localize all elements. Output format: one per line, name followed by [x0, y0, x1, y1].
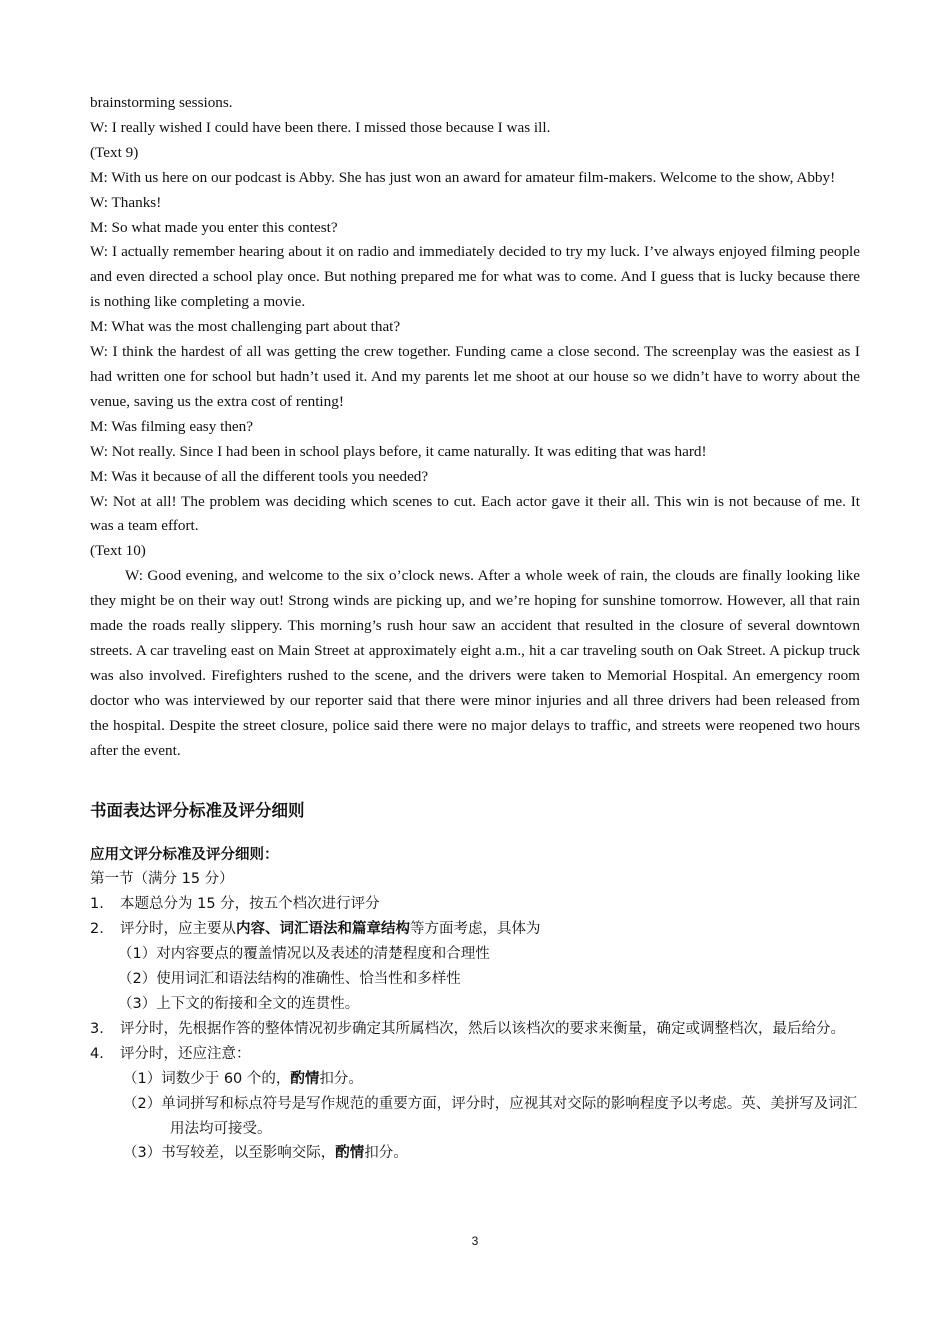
rubric-section: 第一节（满分 15 分） [90, 871, 234, 888]
text-label: (Text 10) [90, 542, 146, 560]
subitem-bold-text: 酌情 [290, 1070, 320, 1087]
subitem-text: 扣分。 [319, 1070, 363, 1087]
rubric-subitem [90, 1067, 860, 1092]
rubric-item-2 [90, 917, 860, 942]
item-text: 评分时，还应注意： [120, 1045, 251, 1062]
rubric-subitem: （2）单词拼写和标点符号是写作规范的重要方面，评分时，应视其对交际的影响程度予以考虑。英、美拼写及词汇用法均可接受。 [123, 1095, 858, 1137]
rubric-subitem: （3）上下文的衔接和全文的连贯性。 [118, 996, 360, 1012]
rubric-heading: 书面表达评分标准及评分细则 [90, 801, 305, 821]
rubric-subitem [90, 1141, 860, 1166]
subitem-text: （1）词数少于 60 个的， [123, 1070, 291, 1087]
rubric-subitem: （2）使用词汇和语法结构的准确性、恰当性和多样性 [118, 971, 461, 988]
dialogue-line: W: I actually remember hearing about it on radio and immediately decided to try my luck. I’ve always enjoyed filming people and even directed a school play once. But nothing prepared me for what was to come. And I guess that is lucky because there is nothing like completing a movie. [90, 243, 860, 311]
subitem-text: 扣分。 [364, 1145, 408, 1162]
dialogue-line: W: I really wished I could have been there. I missed those because I was ill. [90, 118, 551, 136]
rubric-item-4 [90, 1042, 860, 1067]
item-number: 2. [90, 921, 104, 938]
item-number: 4. [90, 1045, 104, 1062]
item-number: 1. [90, 896, 104, 913]
item-text: 等方面考虑，具体为 [410, 921, 541, 938]
dialogue-line: W: Thanks! [90, 193, 162, 211]
document-page [90, 91, 860, 1166]
dialogue-line: W: I think the hardest of all was getting the crew together. Funding came a close second. The screenplay was the easiest as I had written one for school but hadn’t used it. And my parents let me shoot at our house so we didn’t have to worry about the venue, saving us the extra cost of renting! [90, 343, 860, 410]
dialogue-line: M: Was it because of all the different tools you needed? [90, 467, 429, 485]
news-paragraph: W: Good evening, and welcome to the six o’clock news. After a whole week of rain, the clouds are finally looking like they might be on their way out! Strong winds are picking up, and we’re hoping for sunshine tomorrow. However, all that rain made the roads really slippery. This morning’s rush hour saw an accident that resulted in the closure of several downtown streets. A car traveling east on Main Street at approximately eight a.m., hit a car traveling south on Oak Street. A pickup truck was also involved. Firefighters rushed to the scene, and the drivers were taken to Memorial Hospital. An emergency room doctor who was interviewed by our reporter said that there were minor injuries and all three drivers had been released from the hospital. Despite the street closure, police said there were no major delays to traffic, and streets were reopened two hours after the event. [90, 567, 860, 759]
item-number: 3. [90, 1020, 104, 1037]
dialogue-line: W: Not at all! The problem was deciding which scenes to cut. Each actor gave it their all. This win is not because of me. It was a team effort. [90, 492, 860, 535]
rubric-subheading: 应用文评分标准及评分细则： [90, 847, 279, 864]
item-text: 本题总分为 15 分，按五个档次进行评分 [120, 896, 380, 913]
dialogue-line: M: With us here on our podcast is Abby. She has just won an award for amateur film-makers. Welcome to the show, Abby! [90, 168, 836, 186]
rubric-item-3 [90, 1017, 860, 1042]
dialogue-line: M: Was filming easy then? [90, 417, 253, 435]
subitem-bold-text: 酌情 [335, 1145, 365, 1162]
page-number: 3 [471, 1234, 479, 1248]
subitem-text: （3）书写较差，以至影响交际， [123, 1145, 336, 1162]
item-text: 评分时，先根据作答的整体情况初步确定其所属档次，然后以该档次的要求来衡量，确定或调整档次，最后给分。 [120, 1020, 845, 1037]
item-bold-text: 内容、词汇语法和篇章结构 [236, 921, 410, 938]
dialogue-line: W: Not really. Since I had been in school plays before, it came naturally. It was editing that was hard! [90, 442, 707, 460]
rubric-subitem: （1）对内容要点的覆盖情况以及表述的清楚程度和合理性 [118, 946, 490, 963]
text-label: (Text 9) [90, 143, 139, 161]
item-text: 评分时，应主要从 [120, 921, 236, 938]
dialogue-line: M: So what made you enter this contest? [90, 218, 338, 236]
rubric-item-1 [90, 892, 860, 917]
dialogue-line: brainstorming sessions. [90, 94, 233, 111]
dialogue-line: M: What was the most challenging part about that? [90, 318, 401, 336]
